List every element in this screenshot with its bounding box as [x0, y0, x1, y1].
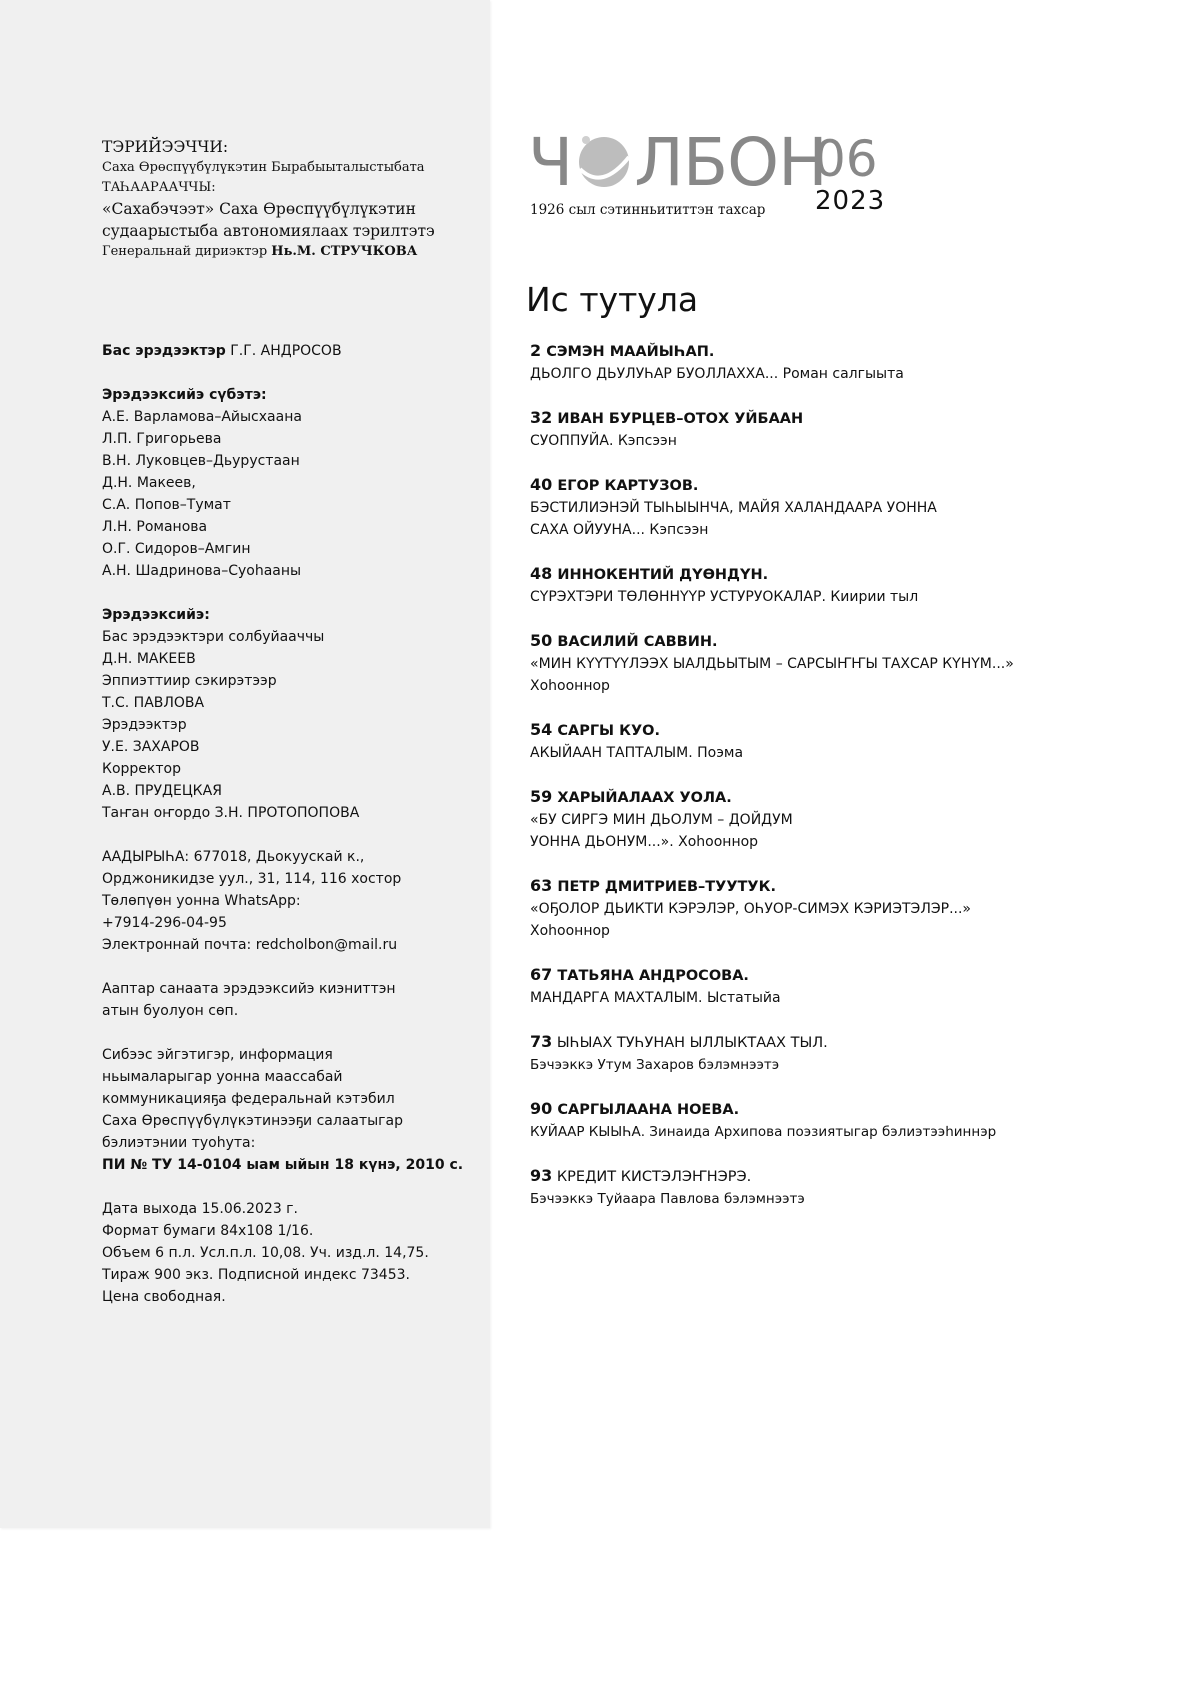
toc-page-number: 54: [530, 720, 553, 739]
board-member: А.Е. Варламова–Айысхаана: [102, 409, 302, 425]
toc-page-number: 63: [530, 876, 553, 895]
board-member: В.Н. Луковцев–Дьурустаан: [102, 453, 300, 469]
toc-work-title: КУЙААР КЫЫҺА. Зинаида Архипова поэзиятыгар бэлиэтээһиннэр: [530, 1124, 997, 1140]
toc-title: Ис тутула: [526, 280, 699, 319]
toc-heading: [530, 786, 1130, 809]
toc-page-number: 32: [530, 408, 553, 427]
toc-heading: [530, 474, 1130, 497]
toc-author: ТАТЬЯНА АНДРОСОВА.: [557, 968, 749, 984]
chief-editor-name: Г.Г. АНДРОСОВ: [230, 343, 342, 359]
table-of-contents: [530, 340, 1130, 1232]
toc-work-title: СҮРЭХТЭРИ ТӨЛӨННҮҮР УСТУРУОКАЛАР. Киирии тыл: [530, 589, 919, 605]
toc-page-number: 48: [530, 564, 553, 583]
registration-line: ньымаларыгар уонна маассабай: [102, 1069, 343, 1085]
toc-author: КРЕДИТ КИСТЭЛЭҤНЭРЭ.: [556, 1169, 752, 1185]
editorial-line: Таҥан оҥордо З.Н. ПРОТОПОПОВА: [102, 805, 360, 821]
toc-author: ИННОКЕНТИЙ ДҮӨНДҮН.: [557, 567, 769, 583]
toc-page-number: 73: [530, 1032, 553, 1051]
toc-item[interactable]: [530, 474, 1130, 541]
board-member: Л.П. Григорьева: [102, 431, 222, 447]
imprint-line: Формат бумаги 84х108 1/16.: [102, 1223, 314, 1239]
toc-item[interactable]: [530, 340, 1130, 385]
toc-heading: [530, 563, 1130, 586]
toc-item[interactable]: [530, 1098, 1130, 1143]
logo-letters: ЛБОН: [634, 124, 827, 201]
toc-item[interactable]: [530, 563, 1130, 608]
toc-work-title: УОННА ДЬОНУМ...». Хоһооннор: [530, 834, 759, 850]
toc-work-title: «МИН КҮҮТҮҮЛЭЭХ ЫАЛДЬЫТЫМ – САРСЫҤҤЫ ТАХСАР КҮНҮМ...»: [530, 656, 1014, 672]
toc-page-number: 93: [530, 1166, 553, 1185]
registration-line: Сибээс эйгэтигэр, информация: [102, 1047, 333, 1063]
publisher-block: [102, 136, 482, 262]
board-label: Эрэдээксийэ сүбэтэ:: [102, 387, 267, 403]
director-name: Нь.М. СТРУЧКОВА: [271, 244, 418, 259]
imprint-block: [102, 1198, 482, 1308]
toc-work-title: «БУ СИРГЭ МИН ДЬОЛУМ – ДОЙДУМ: [530, 812, 793, 828]
founder-label: ТЭРИЙЭЭЧЧИ:: [102, 138, 229, 156]
imprint-line: Тираж 900 экз. Подписной индекс 73453.: [102, 1267, 410, 1283]
disclaimer-block: [102, 978, 482, 1022]
imprint-line: Объем 6 п.л. Усл.п.л. 10,08. Уч. изд.л. 14,75.: [102, 1245, 429, 1261]
address-line: ААДЫРЫҺА: 677018, Дьокуускай к.,: [102, 849, 365, 865]
toc-author: ЕГОР КАРТУЗОВ.: [557, 478, 699, 494]
toc-heading: [530, 875, 1130, 898]
toc-work-title: АКЫЙААН ТАПТАЛЫМ. Поэма: [530, 745, 744, 761]
toc-author: САРГЫЛААНА НОЕВА.: [557, 1102, 740, 1118]
editorial-label: Эрэдээксийэ:: [102, 607, 210, 623]
toc-author: САРГЫ КУО.: [557, 723, 660, 739]
toc-work-title: Бэчээккэ Туйаара Павлова бэлэмнээтэ: [530, 1191, 805, 1207]
board-member: А.Н. Шадринова–Суоһааны: [102, 563, 302, 579]
editorial-line: Эрэдээктэр: [102, 717, 187, 733]
board-list: [102, 406, 482, 582]
toc-page-number: 40: [530, 475, 553, 494]
staff-block: [102, 340, 482, 1308]
editorial-line: А.В. ПРУДЕЦКАЯ: [102, 783, 222, 799]
toc-work-title: БЭСТИЛИЭНЭЙ ТЫҺЫЫНЧА, МАЙЯ ХАЛАНДААРА УОННА: [530, 500, 937, 516]
toc-work-title: САХА ОЙУУНА... Кэпсээн: [530, 522, 709, 538]
editorial-line: Т.С. ПАВЛОВА: [102, 695, 205, 711]
address-line: Орджоникидзе уул., 31, 114, 116 хостор: [102, 871, 402, 887]
address-line: +7914-296-04-95: [102, 915, 227, 931]
toc-author: ХАРЫЙАЛААХ УОЛА.: [557, 790, 732, 806]
address-line: Төлөпүөн уонна WhatsApp:: [102, 893, 301, 909]
editorial-line: У.Е. ЗАХАРОВ: [102, 739, 200, 755]
issue-number: 06: [814, 130, 878, 188]
disclaimer-line: Ааптар санаата эрэдээксийэ киэниттэн: [102, 981, 396, 997]
board-member: С.А. Попов–Тумат: [102, 497, 231, 513]
editorial-line: Д.Н. МАКЕЕВ: [102, 651, 196, 667]
toc-page-number: 59: [530, 787, 553, 806]
registration-line: Саха Өрөспүүбүлүкэтинээҕи салаатыгар: [102, 1113, 404, 1129]
magazine-logo: [528, 124, 838, 203]
toc-work-title: МАНДАРГА МАХТАЛЫМ. Ыстатыйа: [530, 990, 781, 1006]
toc-heading: [530, 1031, 1130, 1054]
editorial-line: Бас эрэдээктэри солбуйааччы: [102, 629, 325, 645]
toc-work-title: «ОҔОЛОР ДЬИКТИ КЭРЭЛЭР, ОҺУОР-СИМЭХ КЭРИЭТЭЛЭР...»: [530, 901, 971, 917]
toc-heading: [530, 407, 1130, 430]
sphere-icon: [574, 127, 632, 185]
toc-item[interactable]: [530, 1031, 1130, 1076]
toc-work-title: Бэчээккэ Утум Захаров бэлэмнээтэ: [530, 1057, 780, 1073]
toc-page-number: 67: [530, 965, 553, 984]
address-line: Электроннай почта: redcholbon@mail.ru: [102, 937, 398, 953]
toc-item[interactable]: [530, 786, 1130, 853]
toc-heading: [530, 964, 1130, 987]
issuer-label: ТАҺААРААЧЧЫ:: [102, 180, 216, 195]
board-member: Л.Н. Романова: [102, 519, 208, 535]
issuer-line: «Сахабэчээт» Саха Өрөспүүбүлүкэтин: [102, 200, 416, 218]
logo-letter: Ч: [528, 124, 573, 201]
toc-work-title: Хоһооннор: [530, 923, 610, 939]
toc-heading: [530, 630, 1130, 653]
toc-item[interactable]: [530, 875, 1130, 942]
toc-author: ИВАН БУРЦЕВ–ОТОХ УЙБААН: [557, 411, 804, 427]
director-label: Генеральнай дириэктэр: [102, 244, 268, 259]
director-line: [102, 242, 482, 262]
registration-block: [102, 1044, 482, 1154]
founded-tagline: 1926 сыл сэтинньититтэн тахсар: [530, 202, 766, 218]
chief-editor-label: Бас эрэдээктэр: [102, 343, 226, 359]
toc-item[interactable]: [530, 1165, 1130, 1210]
toc-page-number: 90: [530, 1099, 553, 1118]
toc-item[interactable]: [530, 630, 1130, 697]
toc-page-number: 2: [530, 341, 542, 360]
toc-heading: [530, 1098, 1130, 1121]
toc-heading: [530, 719, 1130, 742]
registration-number: ПИ № ТУ 14-0104 ыам ыйын 18 күнэ, 2010 с.: [102, 1157, 464, 1173]
editorial-list: [102, 626, 482, 824]
registration-line: бэлиэтэнии туоһута:: [102, 1135, 256, 1151]
toc-item[interactable]: [530, 719, 1130, 764]
editorial-line: Корректор: [102, 761, 181, 777]
toc-author: ЫҺЫАХ ТУҺУНАН ЫЛЛЫКТААХ ТЫЛ.: [556, 1035, 828, 1051]
editorial-line: Эппиэттиир сэкирэтээр: [102, 673, 277, 689]
chief-editor-line: [102, 340, 482, 362]
address-block: [102, 846, 482, 956]
toc-author: ВАСИЛИЙ САВВИН.: [557, 634, 718, 650]
toc-heading: [530, 1165, 1130, 1188]
toc-work-title: ДЬОЛГО ДЬУЛУҺАР БУОЛЛАХХА... Роман салгыыта: [530, 366, 904, 382]
toc-author: ПЕТР ДМИТРИЕВ–ТУУТУК.: [557, 879, 776, 895]
imprint-line: Дата выхода 15.06.2023 г.: [102, 1201, 298, 1217]
issuer-line: судаарыстыба автономиялаах тэрилтэтэ: [102, 222, 435, 240]
toc-item[interactable]: [530, 407, 1130, 452]
board-member: Д.Н. Макеев,: [102, 475, 196, 491]
toc-heading: [530, 340, 1130, 363]
toc-work-title: СУОППУЙА. Кэпсээн: [530, 433, 677, 449]
registration-line: коммуникацияҕа федеральнай кэтэбил: [102, 1091, 395, 1107]
imprint-line: Цена свободная.: [102, 1289, 226, 1305]
toc-page-number: 50: [530, 631, 553, 650]
disclaimer-line: атын буолуон сөп.: [102, 1003, 239, 1019]
founder: Саха Өрөспүүбүлүкэтин Бырабыыталыстыбата: [102, 160, 425, 175]
toc-author: СЭМЭН МААЙЫҺАП.: [546, 344, 715, 360]
issue-year: 2023: [815, 186, 886, 216]
toc-work-title: Хоһооннор: [530, 678, 610, 694]
toc-item[interactable]: [530, 964, 1130, 1009]
board-member: О.Г. Сидоров–Амгин: [102, 541, 251, 557]
